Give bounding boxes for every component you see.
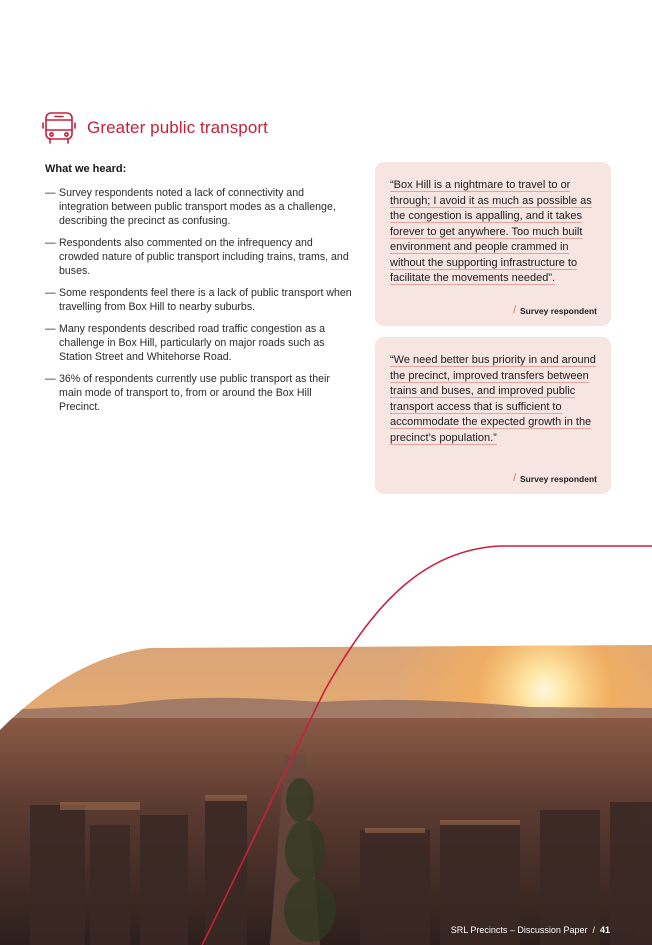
list-item-text: Some respondents feel there is a lack of public transport when travelling from Box Hill to nearby suburbs. <box>59 287 352 313</box>
bus-icon <box>41 110 77 146</box>
city-sunset-photo <box>0 540 652 945</box>
quote-text-line: “We need better bus priority in and around the precinct, improved transfers between trains and buses, and improved public transport access that is sufficient to accommodate the expected growth in the precinct’s population.” <box>390 354 596 444</box>
list-item-text: 36% of respondents currently use public transport as their main mode of transport to, from or around the Box Hill Precinct. <box>59 373 330 413</box>
footer-separator: / <box>592 925 595 935</box>
list-item <box>45 236 355 278</box>
quote-card <box>375 337 611 494</box>
list-item-text: Respondents also commented on the infrequency and crowded nature of public transport including trains, trams, and buses. <box>59 237 349 277</box>
page-footer <box>451 925 610 935</box>
section-heading <box>41 110 268 146</box>
list-item-text: Survey respondents noted a lack of connectivity and integration between public transport modes as a challenge, describing the precinct as confusing. <box>59 187 336 227</box>
quote-card <box>375 162 611 326</box>
dash-marker: — <box>45 187 56 199</box>
findings-list <box>45 186 355 414</box>
section-title: Greater public transport <box>87 118 268 137</box>
attribution-label: Survey respondent <box>520 473 597 484</box>
list-item <box>45 186 355 228</box>
quote-attribution <box>513 305 597 316</box>
list-item <box>45 286 355 314</box>
quote-text-line: “Box Hill is a nightmare to travel to or through; I avoid it as much as possible as the congestion is appalling, and it takes forever to get anywhere. Too much built environment and people crammed in without the supporting infrastructure to facilitate the movements needed”. <box>390 179 592 284</box>
quote-text <box>390 353 597 446</box>
what-we-heard-section <box>45 163 355 422</box>
dash-marker: — <box>45 373 56 385</box>
dash-marker: — <box>45 287 56 299</box>
what-we-heard-heading: What we heard: <box>45 163 127 175</box>
dash-marker: — <box>45 323 56 335</box>
page-number: 41 <box>599 925 610 935</box>
list-item <box>45 322 355 364</box>
quote-text <box>390 178 597 287</box>
slash-marker: / <box>513 473 516 484</box>
list-item-text: Many respondents described road traffic congestion as a challenge in Box Hill, particularly on major roads such as Station Street and Whitehorse Road. <box>59 323 325 363</box>
footer-document-title: SRL Precincts – Discussion Paper <box>450 925 588 935</box>
quote-attribution <box>513 473 597 484</box>
slash-marker: / <box>513 305 516 316</box>
dash-marker: — <box>45 237 56 249</box>
attribution-label: Survey respondent <box>520 305 597 316</box>
list-item <box>45 372 355 414</box>
